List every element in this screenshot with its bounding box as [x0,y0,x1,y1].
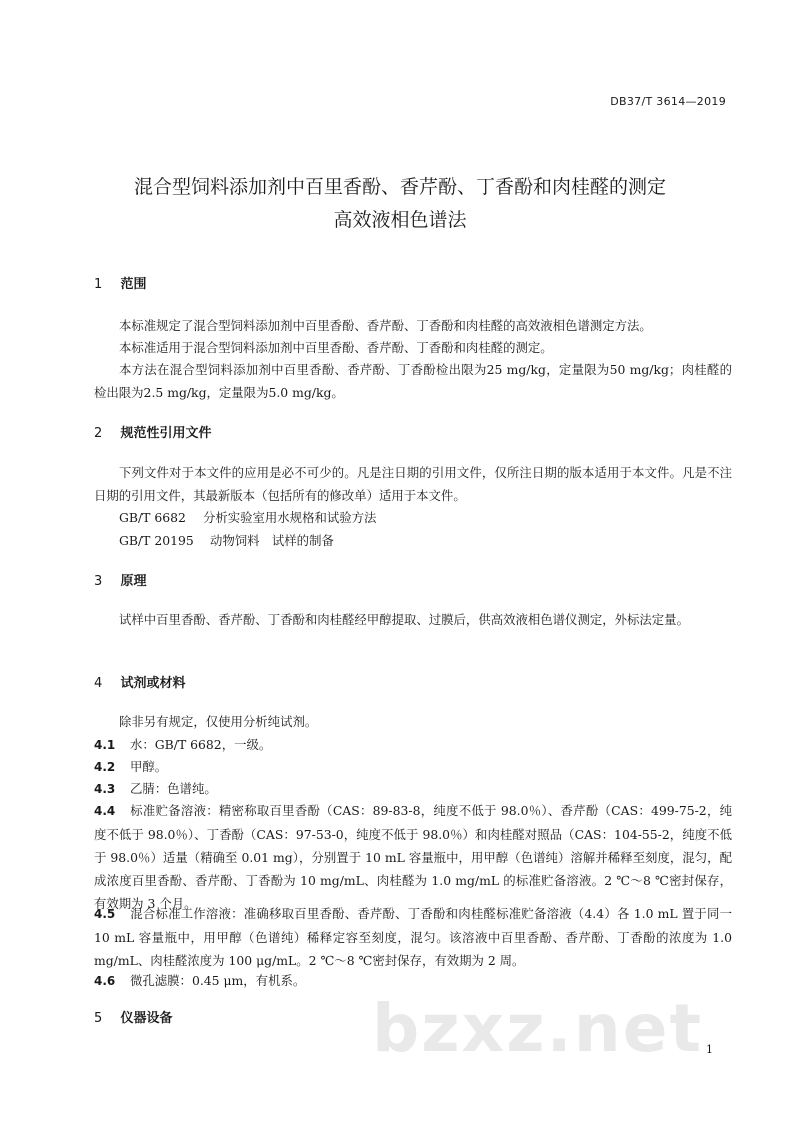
clause-number: 4.3 [94,782,116,796]
section-heading-scope [94,273,147,292]
paragraph: 除非另有规定，仅使用分析纯试剂。 [119,714,318,729]
document-title: 混合型饲料添加剂中百里香酚、香芹酚、丁香酚和肉桂醛的测定 [133,176,666,198]
reference-title: 动物饲料 试样的制备 [209,533,334,548]
reference-code: GB/T 20195 [119,533,194,548]
section-title: 范围 [120,277,147,292]
clause-item [94,799,732,915]
paragraph: 本标准规定了混合型饲料添加剂中百里香酚、香芹酚、丁香酚和肉桂醛的高效液相色谱测定方法。 [119,318,652,333]
clause-item [94,902,732,972]
paragraph: 试样中百里香酚、香芹酚、丁香酚和肉桂醛经甲醇提取、过膜后，供高效液相色谱仪测定，外标法定量。 [119,612,689,627]
reference-item [119,529,334,552]
section-number: 4 [94,676,103,691]
document-subtitle: 高效液相色谱法 [333,209,467,231]
clause-number: 4.4 [94,804,116,818]
clause-text: 甲醇。 [130,759,168,774]
clause-item [94,755,732,779]
clause-number: 4.6 [94,974,116,988]
clause-text: 水：GB/T 6682，一级。 [130,737,272,752]
section-number: 2 [94,426,103,441]
section-title: 试剂或材料 [120,676,186,691]
section-heading-principle [94,570,147,589]
section-number: 3 [94,574,103,589]
reference-title: 分析实验室用水规格和试验方法 [202,510,377,525]
section-heading-reagents [94,672,186,691]
watermark: bzxz.net [372,990,704,1067]
clause-text: 标准贮备溶液：精密称取百里香酚（CAS：89-83-8，纯度不低于 98.0％）、香芹酚（CAS：499-75-2，纯度不低于 98.0％）、丁香酚（CAS：97-53-0，纯度不低于 98.0％）和肉桂醛对照品（CAS：104-55-2，纯度不低于 98.0％）适量（精确至 0.01 mg），分别置于 10 mL 容量瓶中，用甲醇（色谱纯）溶解并稀释至刻度，混匀，配成浓度百里香酚、香芹酚、丁香酚为 10 mg/mL、肉桂醛为 1.0 mg/mL 的标准贮备溶液。2 ℃～8 ℃密封保存，有效期为 3 个月。 [94,803,732,911]
reference-item [119,506,376,529]
section-number: 1 [94,277,103,292]
section-title: 原理 [120,574,147,589]
paragraph: 本方法在混合型饲料添加剂中百里香酚、香芹酚、丁香酚检出限为25 mg/kg，定量限为50 mg/kg；肉桂醛的检出限为2.5 mg/kg，定量限为5.0 mg/kg。 [94,362,732,400]
standard-code: DB37/T 3614—2019 [610,95,726,108]
page-number: 1 [706,1043,713,1056]
paragraph: 本标准适用于混合型饲料添加剂中百里香酚、香芹酚、丁香酚和肉桂醛的测定。 [119,340,553,355]
section-title: 规范性引用文件 [120,426,212,441]
clause-number: 4.2 [94,760,116,774]
clause-text: 混合标准工作溶液：准确移取百里香酚、香芹酚、丁香酚和肉桂醛标准贮备溶液（4.4）各 1.0 mL 置于同一 10 mL 容量瓶中，用甲醇（色谱纯）稀释定容至刻度，混匀。该溶液中百里香酚、香芹酚、丁香酚的浓度为 1.0 mg/mL、肉桂醛浓度为 100 μg/mL。2 ℃～8 ℃密封保存，有效期为 2 周。 [94,906,733,968]
reference-code: GB/T 6682 [119,510,186,525]
section-heading-apparatus [94,1007,173,1026]
clause-number: 4.1 [94,738,116,752]
paragraph: 下列文件对于本文件的应用是必不可少的。凡是注日期的引用文件，仅所注日期的版本适用于本文件。凡是不注日期的引用文件，其最新版本（包括所有的修改单）适用于本文件。 [94,465,732,503]
clause-item [94,777,732,801]
clause-number: 4.5 [94,907,116,921]
section-number: 5 [94,1011,103,1026]
clause-text: 乙腈：色谱纯。 [130,781,217,796]
clause-text: 微孔滤膜：0.45 μm，有机系。 [130,973,306,988]
section-heading-normative-references [94,422,212,441]
section-title: 仪器设备 [120,1011,173,1026]
clause-item [94,733,732,757]
